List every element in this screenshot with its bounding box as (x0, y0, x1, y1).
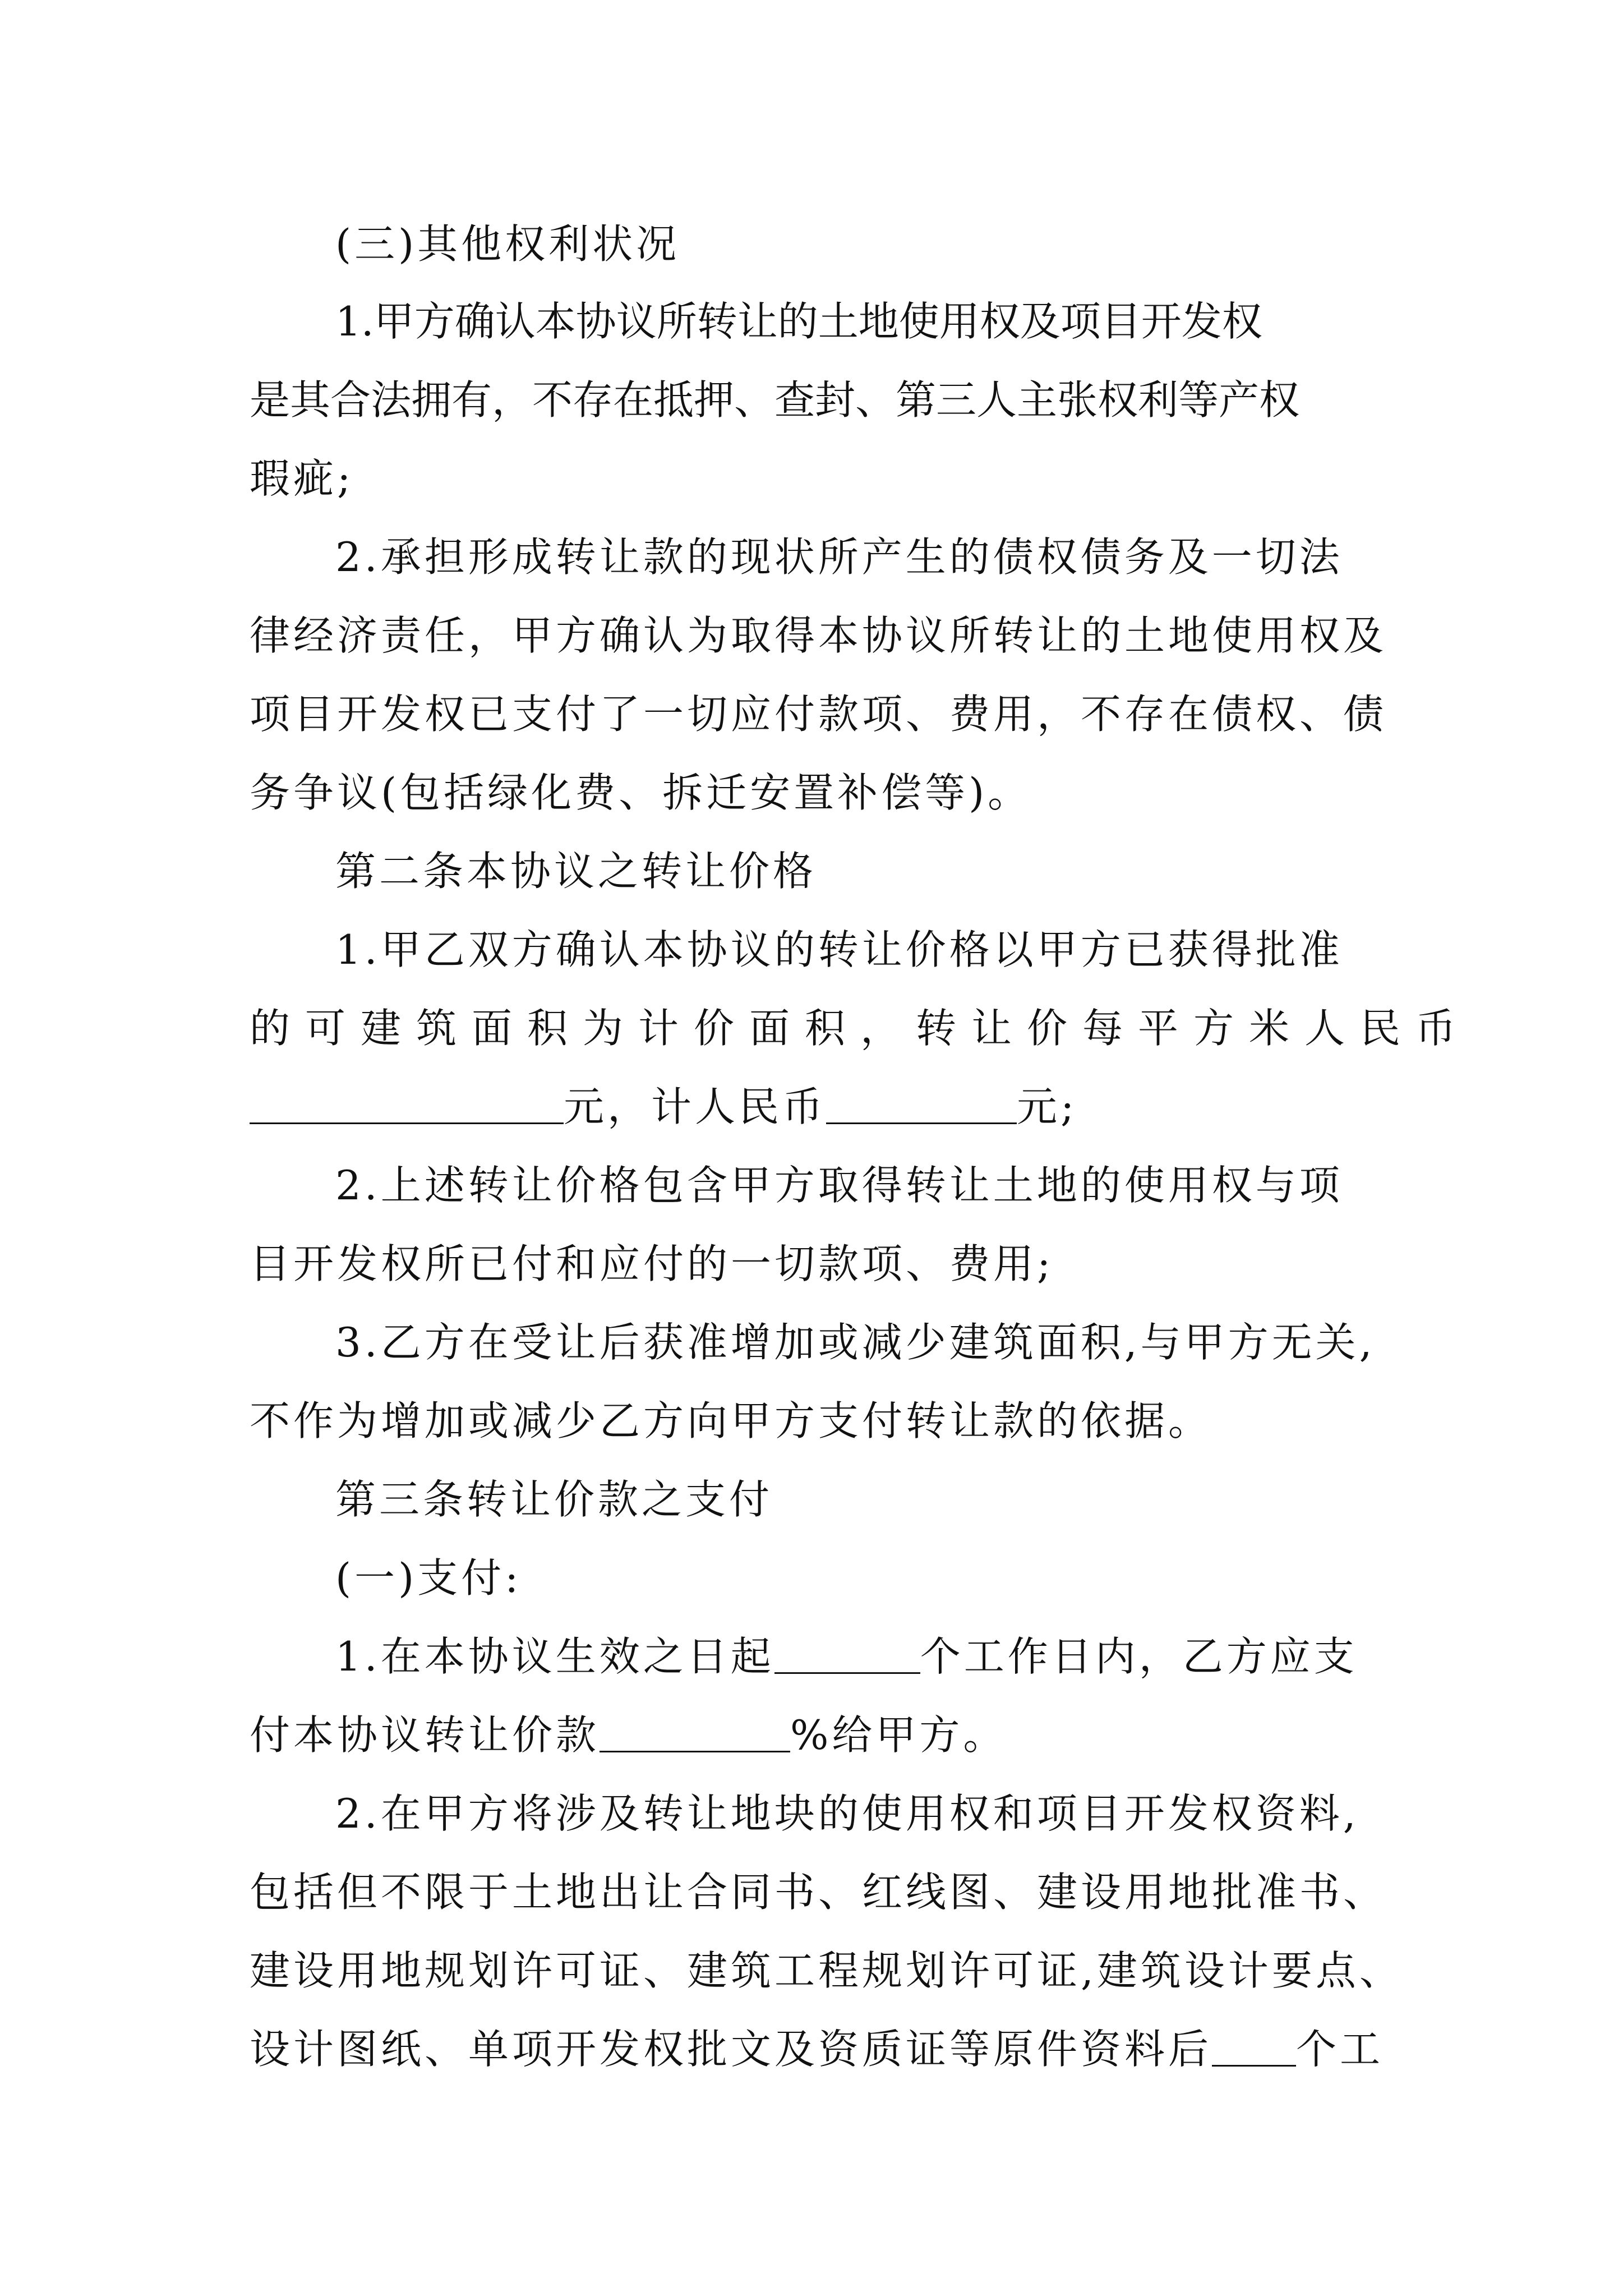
paragraph-line: 项目开发权已支付了一切应付款项、费用，不存在债权、债 (250, 691, 1387, 738)
subsection-heading-payment: (一)支付: (335, 1554, 522, 1602)
paragraph-line: 瑕疵; (250, 455, 354, 502)
working-days-blank-2[interactable] (1212, 2021, 1296, 2067)
paragraph-line: 3.乙方在受让后获准增加或减少建筑面积,与甲方无关, (335, 1319, 1376, 1366)
paragraph-line: 1.甲方确认本协议所转让的土地使用权及项目开发权 (335, 298, 1262, 345)
paragraph-line: 是其合法拥有，不存在抵押、查封、第三人主张权利等产权 (250, 376, 1300, 424)
article-heading-price: 第二条本协议之转让价格 (335, 848, 817, 895)
paragraph-line: 律经济责任，甲方确认为取得本协议所转让的土地使用权及 (250, 612, 1387, 659)
paragraph-line: 2.在甲方将涉及转让地块的使用权和项目开发权资料, (335, 1790, 1359, 1837)
paragraph-line: 2.上述转让价格包含甲方取得转让土地的使用权与项 (335, 1162, 1343, 1209)
paragraph-line: 务争议(包括绿化费、拆迁安置补偿等)。 (250, 769, 1032, 816)
payment-clause-line: 1.在本协议生效之日起 个工作日内，乙方应支 (335, 1628, 1396, 1685)
unit-price-blank[interactable] (250, 1079, 564, 1124)
paragraph-line: 目开发权所已付和应付的一切款项、费用; (250, 1240, 1054, 1287)
paragraph-line: 1.甲乙双方确认本协议的转让价格以甲方已获得批准 (335, 926, 1343, 973)
paragraph-line: 建设用地规划许可证、建筑工程规划许可证,建筑设计要点、 (250, 1947, 1403, 1994)
article-heading-payment: 第三条转让价款之支付 (335, 1476, 773, 1523)
paragraph-line: 的可建筑面积为计价面积，转让价每平方米人民币 (250, 1005, 1472, 1052)
paragraph-line: 包括但不限于土地出让合同书、红线图、建设用地批准书、 (250, 1869, 1387, 1916)
price-fill-line: 元，计人民币 元; (250, 1079, 1396, 1135)
paragraph-line: 2.承担形成转让款的现状所产生的债权债务及一切法 (335, 533, 1343, 581)
payment-percent-blank[interactable] (600, 1707, 790, 1752)
working-days-blank[interactable] (774, 1628, 920, 1674)
payment-clause-line: 付本协议转让价款 %给甲方。 (250, 1707, 1396, 1763)
paragraph-line: 不作为增加或减少乙方向甲方支付转让款的依据。 (250, 1397, 1212, 1444)
total-price-blank[interactable] (826, 1079, 1017, 1124)
section-heading-other-rights: (三)其他权利状况 (335, 220, 680, 268)
paragraph-line: 设计图纸、单项开发权批文及资质证等原件资料后 个工 (250, 2021, 1396, 2077)
